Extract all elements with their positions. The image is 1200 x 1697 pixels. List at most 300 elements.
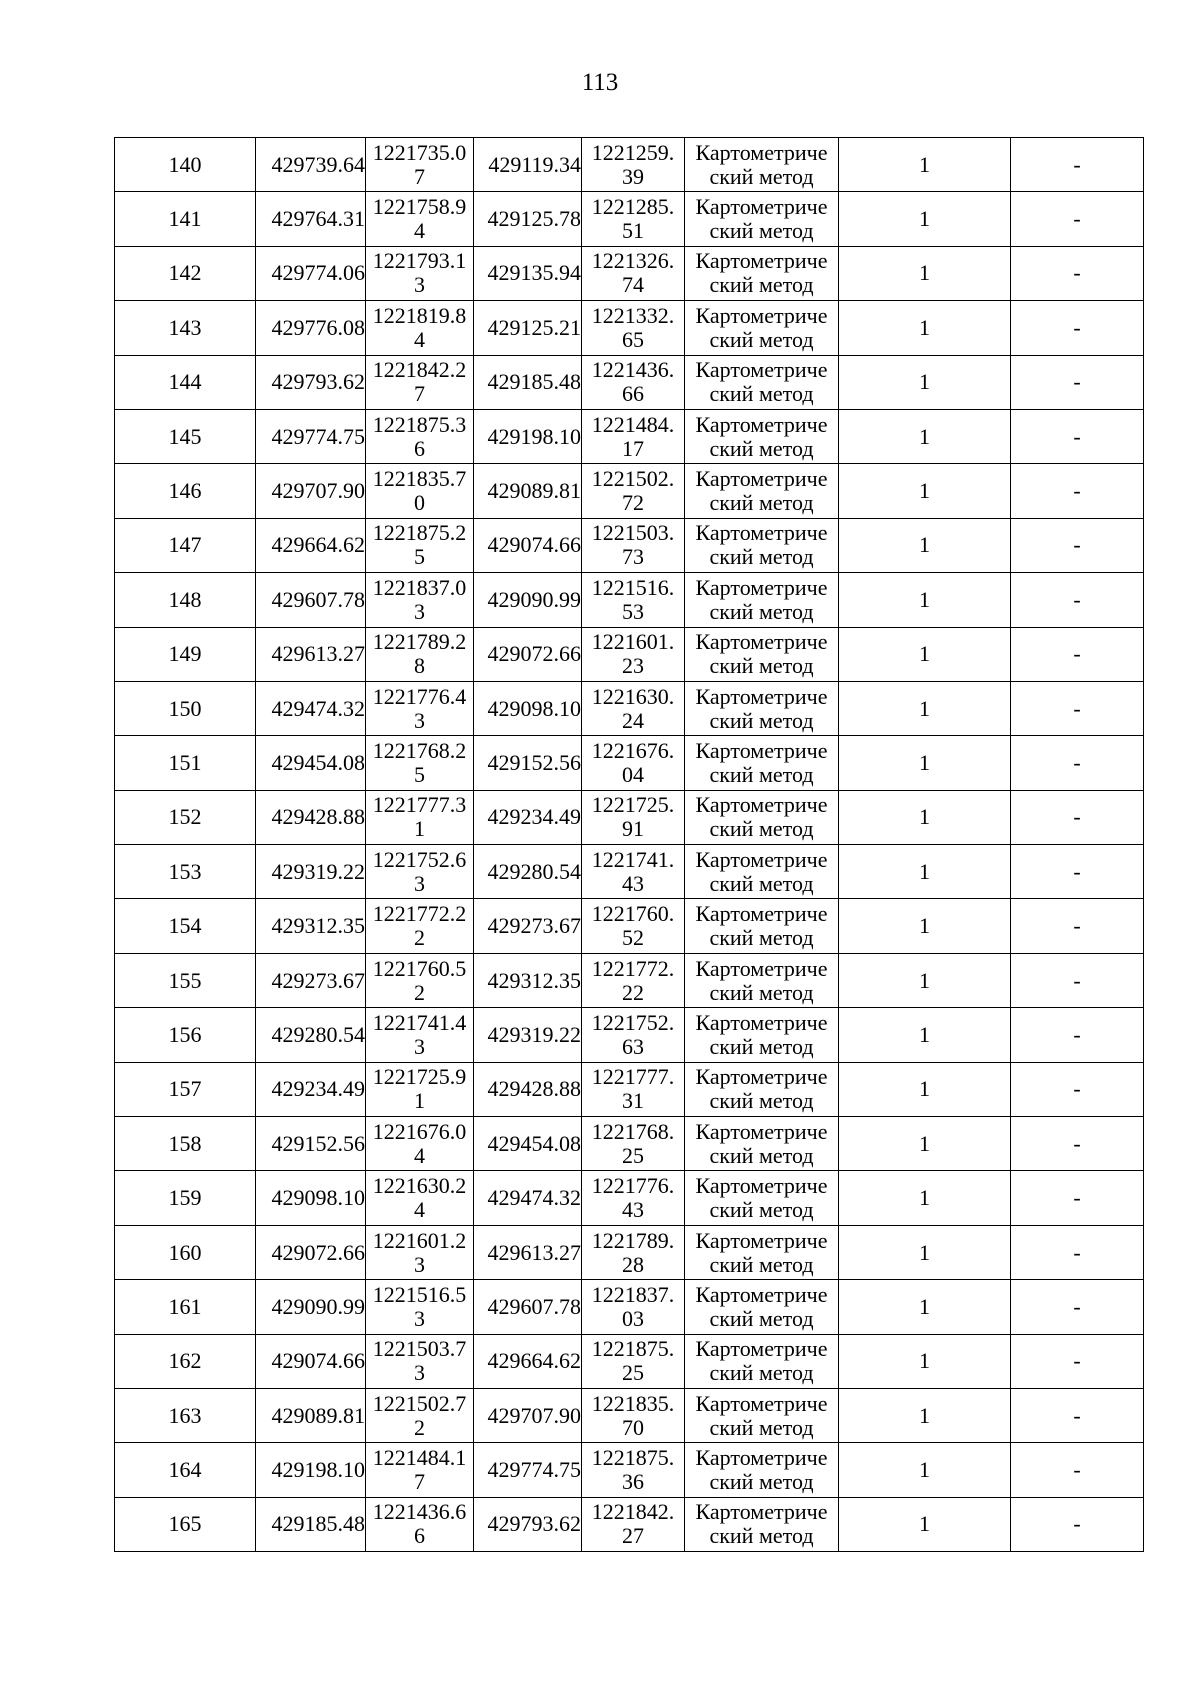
y-coordinate-2-line-1: 1221630. — [591, 683, 675, 709]
y-coordinate-cell — [366, 192, 474, 246]
y-coordinate-line-1: 1221768.2 — [372, 737, 467, 763]
y-coordinate-2-cell — [582, 790, 685, 844]
x-coordinate-cell: 429074.66 — [256, 1334, 366, 1388]
y-coordinate-2-cell — [582, 518, 685, 572]
y-coordinate-2-line-2: 36 — [622, 1469, 644, 1495]
y-coordinate-cell — [366, 1334, 474, 1388]
accuracy-cell: 1 — [839, 301, 1011, 355]
method-line-2: ский метод — [709, 1469, 814, 1495]
accuracy-cell: 1 — [839, 518, 1011, 572]
y-coordinate-2-cell — [582, 1117, 685, 1171]
y-coordinate-cell — [366, 736, 474, 790]
y-coordinate-line-1: 1221760.5 — [372, 955, 467, 981]
x-coordinate-2-cell: 429125.21 — [474, 301, 582, 355]
point-number-cell: 140 — [115, 138, 256, 192]
y-coordinate-cell — [366, 518, 474, 572]
y-coordinate-2-cell — [582, 845, 685, 899]
method-cell — [685, 573, 839, 627]
table-row — [115, 246, 1144, 300]
accuracy-cell: 1 — [839, 790, 1011, 844]
method-line-2: ский метод — [709, 544, 814, 570]
method-line-1: Картометриче — [695, 302, 828, 328]
method-line-1: Картометриче — [695, 955, 828, 981]
y-coordinate-cell — [366, 1117, 474, 1171]
method-cell — [685, 736, 839, 790]
table-row — [115, 138, 1144, 192]
x-coordinate-2-cell: 429135.94 — [474, 246, 582, 300]
y-coordinate-line-2: 4 — [414, 218, 425, 244]
table-row — [115, 790, 1144, 844]
y-coordinate-cell — [366, 573, 474, 627]
method-cell — [685, 192, 839, 246]
accuracy-cell: 1 — [839, 681, 1011, 735]
accuracy-cell: 1 — [839, 1171, 1011, 1225]
point-number-cell: 161 — [115, 1280, 256, 1334]
method-cell — [685, 1117, 839, 1171]
accuracy-cell: 1 — [839, 1008, 1011, 1062]
method-line-2: ский метод — [709, 1197, 814, 1223]
table-row — [115, 1497, 1144, 1551]
table-row — [115, 1225, 1144, 1279]
y-coordinate-2-line-1: 1221776. — [591, 1173, 675, 1199]
y-coordinate-line-1: 1221758.9 — [372, 194, 467, 220]
method-cell — [685, 464, 839, 518]
method-line-2: ский метод — [709, 163, 814, 189]
y-coordinate-line-2: 3 — [414, 1033, 425, 1059]
y-coordinate-2-line-1: 1221752. — [591, 1009, 675, 1035]
method-cell — [685, 138, 839, 192]
y-coordinate-line-2: 5 — [414, 544, 425, 570]
method-line-2: ский метод — [709, 490, 814, 516]
y-coordinate-2-line-1: 1221676. — [591, 737, 675, 763]
y-coordinate-2-line-2: 74 — [622, 272, 644, 298]
y-coordinate-line-1: 1221776.4 — [372, 683, 467, 709]
y-coordinate-line-2: 6 — [414, 435, 425, 461]
note-cell: - — [1011, 1062, 1144, 1116]
table-row — [115, 1008, 1144, 1062]
accuracy-cell: 1 — [839, 845, 1011, 899]
y-coordinate-2-cell — [582, 1171, 685, 1225]
method-line-1: Картометриче — [695, 1064, 828, 1090]
y-coordinate-2-line-1: 1221837. — [591, 1281, 675, 1307]
y-coordinate-2-line-1: 1221760. — [591, 901, 675, 927]
y-coordinate-line-1: 1221752.6 — [372, 846, 467, 872]
y-coordinate-cell — [366, 409, 474, 463]
y-coordinate-2-line-2: 27 — [622, 1523, 644, 1549]
method-line-2: ский метод — [709, 925, 814, 951]
y-coordinate-2-line-2: 25 — [622, 1142, 644, 1168]
y-coordinate-line-1: 1221777.3 — [372, 792, 467, 818]
method-cell — [685, 1497, 839, 1551]
method-cell — [685, 1334, 839, 1388]
y-coordinate-2-line-1: 1221503. — [591, 520, 675, 546]
method-line-2: ский метод — [709, 272, 814, 298]
note-cell: - — [1011, 301, 1144, 355]
y-coordinate-2-line-2: 24 — [622, 707, 644, 733]
x-coordinate-cell: 429072.66 — [256, 1225, 366, 1279]
y-coordinate-line-2: 7 — [414, 163, 425, 189]
x-coordinate-cell: 429312.35 — [256, 899, 366, 953]
y-coordinate-line-2: 7 — [414, 1469, 425, 1495]
x-coordinate-2-cell: 429089.81 — [474, 464, 582, 518]
note-cell: - — [1011, 355, 1144, 409]
table-row — [115, 953, 1144, 1007]
y-coordinate-2-cell — [582, 464, 685, 518]
y-coordinate-cell — [366, 627, 474, 681]
method-line-1: Картометриче — [695, 574, 828, 600]
point-number-cell: 149 — [115, 627, 256, 681]
point-number-cell: 143 — [115, 301, 256, 355]
y-coordinate-line-2: 2 — [414, 979, 425, 1005]
x-coordinate-2-cell: 429474.32 — [474, 1171, 582, 1225]
note-cell: - — [1011, 1225, 1144, 1279]
y-coordinate-line-2: 1 — [414, 816, 425, 842]
y-coordinate-cell — [366, 681, 474, 735]
method-line-1: Картометриче — [695, 248, 828, 274]
accuracy-cell: 1 — [839, 1497, 1011, 1551]
method-line-1: Картометриче — [695, 1227, 828, 1253]
point-number-cell: 159 — [115, 1171, 256, 1225]
y-coordinate-cell — [366, 790, 474, 844]
y-coordinate-line-2: 3 — [414, 707, 425, 733]
accuracy-cell: 1 — [839, 953, 1011, 1007]
y-coordinate-line-1: 1221835.7 — [372, 466, 467, 492]
note-cell: - — [1011, 953, 1144, 1007]
y-coordinate-2-line-2: 17 — [622, 435, 644, 461]
y-coordinate-line-2: 4 — [414, 326, 425, 352]
method-line-2: ский метод — [709, 761, 814, 787]
method-cell — [685, 899, 839, 953]
note-cell: - — [1011, 736, 1144, 790]
table-row — [115, 301, 1144, 355]
note-cell: - — [1011, 464, 1144, 518]
y-coordinate-2-line-2: 72 — [622, 490, 644, 516]
y-coordinate-line-2: 2 — [414, 925, 425, 951]
table-row — [115, 1171, 1144, 1225]
method-line-1: Картометриче — [695, 846, 828, 872]
y-coordinate-line-2: 3 — [414, 1305, 425, 1331]
y-coordinate-2-cell — [582, 1008, 685, 1062]
method-cell — [685, 681, 839, 735]
y-coordinate-line-2: 3 — [414, 1360, 425, 1386]
y-coordinate-line-1: 1221875.2 — [372, 520, 467, 546]
method-line-1: Картометриче — [695, 139, 828, 165]
y-coordinate-line-1: 1221503.7 — [372, 1336, 467, 1362]
y-coordinate-cell — [366, 1388, 474, 1442]
x-coordinate-2-cell: 429319.22 — [474, 1008, 582, 1062]
y-coordinate-2-cell — [582, 953, 685, 1007]
y-coordinate-cell — [366, 1008, 474, 1062]
method-line-1: Картометриче — [695, 411, 828, 437]
accuracy-cell: 1 — [839, 1334, 1011, 1388]
y-coordinate-2-cell — [582, 355, 685, 409]
y-coordinate-2-line-1: 1221502. — [591, 466, 675, 492]
y-coordinate-2-cell — [582, 1388, 685, 1442]
x-coordinate-cell: 429764.31 — [256, 192, 366, 246]
y-coordinate-cell — [366, 355, 474, 409]
method-line-1: Картометриче — [695, 901, 828, 927]
y-coordinate-2-line-1: 1221436. — [591, 357, 675, 383]
y-coordinate-line-1: 1221725.9 — [372, 1064, 467, 1090]
accuracy-cell: 1 — [839, 736, 1011, 790]
method-line-2: ский метод — [709, 1088, 814, 1114]
x-coordinate-2-cell: 429793.62 — [474, 1497, 582, 1551]
accuracy-cell: 1 — [839, 192, 1011, 246]
y-coordinate-2-cell — [582, 1334, 685, 1388]
x-coordinate-2-cell: 429074.66 — [474, 518, 582, 572]
method-cell — [685, 518, 839, 572]
table-row — [115, 1334, 1144, 1388]
x-coordinate-2-cell: 429090.99 — [474, 573, 582, 627]
method-cell — [685, 1388, 839, 1442]
y-coordinate-line-2: 3 — [414, 1251, 425, 1277]
x-coordinate-cell: 429273.67 — [256, 953, 366, 1007]
point-number-cell: 145 — [115, 409, 256, 463]
accuracy-cell: 1 — [839, 1443, 1011, 1497]
x-coordinate-cell: 429774.75 — [256, 409, 366, 463]
y-coordinate-line-2: 0 — [414, 490, 425, 516]
x-coordinate-2-cell: 429454.08 — [474, 1117, 582, 1171]
x-coordinate-cell: 429319.22 — [256, 845, 366, 899]
y-coordinate-2-cell — [582, 1225, 685, 1279]
method-line-1: Картометриче — [695, 737, 828, 763]
y-coordinate-line-1: 1221484.1 — [372, 1445, 467, 1471]
method-line-2: ский метод — [709, 870, 814, 896]
y-coordinate-line-2: 7 — [414, 381, 425, 407]
note-cell: - — [1011, 192, 1144, 246]
y-coordinate-2-line-1: 1221516. — [591, 574, 675, 600]
x-coordinate-cell: 429707.90 — [256, 464, 366, 518]
y-coordinate-2-cell — [582, 1443, 685, 1497]
x-coordinate-cell: 429280.54 — [256, 1008, 366, 1062]
y-coordinate-line-1: 1221516.5 — [372, 1281, 467, 1307]
x-coordinate-2-cell: 429234.49 — [474, 790, 582, 844]
y-coordinate-2-line-2: 28 — [622, 1251, 644, 1277]
x-coordinate-2-cell: 429607.78 — [474, 1280, 582, 1334]
method-line-1: Картометриче — [695, 792, 828, 818]
x-coordinate-2-cell: 429613.27 — [474, 1225, 582, 1279]
y-coordinate-2-line-2: 03 — [622, 1305, 644, 1331]
y-coordinate-2-line-1: 1221777. — [591, 1064, 675, 1090]
method-cell — [685, 1280, 839, 1334]
y-coordinate-line-1: 1221630.2 — [372, 1173, 467, 1199]
y-coordinate-cell — [366, 1280, 474, 1334]
table-body — [115, 138, 1144, 1552]
method-cell — [685, 627, 839, 681]
y-coordinate-2-line-2: 23 — [622, 653, 644, 679]
point-number-cell: 165 — [115, 1497, 256, 1551]
y-coordinate-line-2: 3 — [414, 870, 425, 896]
point-number-cell: 146 — [115, 464, 256, 518]
y-coordinate-2-line-2: 39 — [622, 163, 644, 189]
method-line-2: ский метод — [709, 598, 814, 624]
y-coordinate-2-line-1: 1221875. — [591, 1445, 675, 1471]
y-coordinate-2-cell — [582, 1497, 685, 1551]
point-number-cell: 150 — [115, 681, 256, 735]
y-coordinate-line-2: 6 — [414, 1523, 425, 1549]
y-coordinate-2-cell — [582, 573, 685, 627]
method-line-1: Картометриче — [695, 520, 828, 546]
y-coordinate-cell — [366, 1443, 474, 1497]
method-line-1: Картометриче — [695, 466, 828, 492]
x-coordinate-cell: 429774.06 — [256, 246, 366, 300]
y-coordinate-2-line-2: 04 — [622, 761, 644, 787]
y-coordinate-2-line-2: 53 — [622, 598, 644, 624]
x-coordinate-2-cell: 429125.78 — [474, 192, 582, 246]
x-coordinate-cell: 429776.08 — [256, 301, 366, 355]
y-coordinate-cell — [366, 1062, 474, 1116]
y-coordinate-2-line-1: 1221741. — [591, 846, 675, 872]
y-coordinate-line-1: 1221601.2 — [372, 1227, 467, 1253]
y-coordinate-cell — [366, 899, 474, 953]
y-coordinate-2-line-2: 43 — [622, 1197, 644, 1223]
method-line-1: Картометриче — [695, 1118, 828, 1144]
y-coordinate-cell — [366, 464, 474, 518]
y-coordinate-2-line-2: 70 — [622, 1414, 644, 1440]
x-coordinate-cell: 429664.62 — [256, 518, 366, 572]
point-number-cell: 144 — [115, 355, 256, 409]
method-line-2: ский метод — [709, 707, 814, 733]
y-coordinate-line-2: 2 — [414, 1414, 425, 1440]
x-coordinate-2-cell: 429707.90 — [474, 1388, 582, 1442]
method-line-1: Картометриче — [695, 194, 828, 220]
accuracy-cell: 1 — [839, 246, 1011, 300]
note-cell: - — [1011, 1497, 1144, 1551]
note-cell: - — [1011, 138, 1144, 192]
point-number-cell: 164 — [115, 1443, 256, 1497]
method-cell — [685, 790, 839, 844]
y-coordinate-cell — [366, 246, 474, 300]
method-cell — [685, 301, 839, 355]
point-number-cell: 155 — [115, 953, 256, 1007]
method-cell — [685, 845, 839, 899]
method-cell — [685, 1008, 839, 1062]
x-coordinate-2-cell: 429098.10 — [474, 681, 582, 735]
note-cell: - — [1011, 246, 1144, 300]
note-cell: - — [1011, 681, 1144, 735]
y-coordinate-line-1: 1221837.0 — [372, 574, 467, 600]
point-number-cell: 153 — [115, 845, 256, 899]
point-number-cell: 154 — [115, 899, 256, 953]
table-row — [115, 573, 1144, 627]
y-coordinate-2-line-2: 65 — [622, 326, 644, 352]
table-row — [115, 1443, 1144, 1497]
method-line-1: Картометриче — [695, 357, 828, 383]
accuracy-cell: 1 — [839, 899, 1011, 953]
y-coordinate-2-line-2: 31 — [622, 1088, 644, 1114]
x-coordinate-2-cell: 429072.66 — [474, 627, 582, 681]
method-line-2: ский метод — [709, 979, 814, 1005]
y-coordinate-cell — [366, 845, 474, 899]
y-coordinate-2-line-2: 22 — [622, 979, 644, 1005]
y-coordinate-cell — [366, 953, 474, 1007]
y-coordinate-2-cell — [582, 681, 685, 735]
method-line-1: Картометриче — [695, 629, 828, 655]
note-cell: - — [1011, 1008, 1144, 1062]
accuracy-cell: 1 — [839, 355, 1011, 409]
method-line-2: ский метод — [709, 1414, 814, 1440]
note-cell: - — [1011, 1443, 1144, 1497]
method-line-1: Картометриче — [695, 1281, 828, 1307]
y-coordinate-line-1: 1221502.7 — [372, 1390, 467, 1416]
table-row — [115, 355, 1144, 409]
y-coordinate-2-line-2: 25 — [622, 1360, 644, 1386]
x-coordinate-2-cell: 429152.56 — [474, 736, 582, 790]
table-row — [115, 192, 1144, 246]
method-line-1: Картометриче — [695, 1009, 828, 1035]
y-coordinate-2-line-2: 52 — [622, 925, 644, 951]
point-number-cell: 157 — [115, 1062, 256, 1116]
method-line-1: Картометриче — [695, 683, 828, 709]
y-coordinate-2-cell — [582, 736, 685, 790]
accuracy-cell: 1 — [839, 1117, 1011, 1171]
point-number-cell: 160 — [115, 1225, 256, 1279]
y-coordinate-2-line-1: 1221842. — [591, 1499, 675, 1525]
point-number-cell: 147 — [115, 518, 256, 572]
table-row — [115, 899, 1144, 953]
method-line-2: ский метод — [709, 1305, 814, 1331]
method-cell — [685, 1225, 839, 1279]
y-coordinate-2-cell — [582, 899, 685, 953]
method-line-1: Картометриче — [695, 1445, 828, 1471]
method-cell — [685, 246, 839, 300]
y-coordinate-2-line-2: 91 — [622, 816, 644, 842]
method-cell — [685, 409, 839, 463]
y-coordinate-cell — [366, 138, 474, 192]
method-line-2: ский метод — [709, 1360, 814, 1386]
y-coordinate-line-1: 1221842.2 — [372, 357, 467, 383]
accuracy-cell: 1 — [839, 1062, 1011, 1116]
point-number-cell: 141 — [115, 192, 256, 246]
x-coordinate-2-cell: 429774.75 — [474, 1443, 582, 1497]
method-line-2: ский метод — [709, 816, 814, 842]
accuracy-cell: 1 — [839, 1388, 1011, 1442]
note-cell: - — [1011, 845, 1144, 899]
table-row — [115, 736, 1144, 790]
point-number-cell: 158 — [115, 1117, 256, 1171]
note-cell: - — [1011, 1280, 1144, 1334]
point-number-cell: 142 — [115, 246, 256, 300]
y-coordinate-2-cell — [582, 1062, 685, 1116]
x-coordinate-cell: 429089.81 — [256, 1388, 366, 1442]
method-line-2: ский метод — [709, 435, 814, 461]
y-coordinate-line-1: 1221676.0 — [372, 1118, 467, 1144]
note-cell: - — [1011, 1334, 1144, 1388]
y-coordinate-2-line-1: 1221601. — [591, 629, 675, 655]
method-line-2: ский метод — [709, 1251, 814, 1277]
accuracy-cell: 1 — [839, 573, 1011, 627]
note-cell: - — [1011, 790, 1144, 844]
y-coordinate-line-1: 1221819.8 — [372, 302, 467, 328]
table-row — [115, 1117, 1144, 1171]
y-coordinate-2-cell — [582, 138, 685, 192]
point-number-cell: 162 — [115, 1334, 256, 1388]
table-row — [115, 409, 1144, 463]
point-number-cell: 156 — [115, 1008, 256, 1062]
accuracy-cell: 1 — [839, 627, 1011, 681]
x-coordinate-cell: 429474.32 — [256, 681, 366, 735]
x-coordinate-cell: 429234.49 — [256, 1062, 366, 1116]
y-coordinate-2-line-1: 1221484. — [591, 411, 675, 437]
y-coordinate-2-line-1: 1221875. — [591, 1336, 675, 1362]
accuracy-cell: 1 — [839, 409, 1011, 463]
y-coordinate-cell — [366, 1225, 474, 1279]
accuracy-cell: 1 — [839, 1225, 1011, 1279]
y-coordinate-line-1: 1221793.1 — [372, 248, 467, 274]
y-coordinate-2-line-1: 1221326. — [591, 248, 675, 274]
y-coordinate-2-cell — [582, 246, 685, 300]
y-coordinate-cell — [366, 1171, 474, 1225]
